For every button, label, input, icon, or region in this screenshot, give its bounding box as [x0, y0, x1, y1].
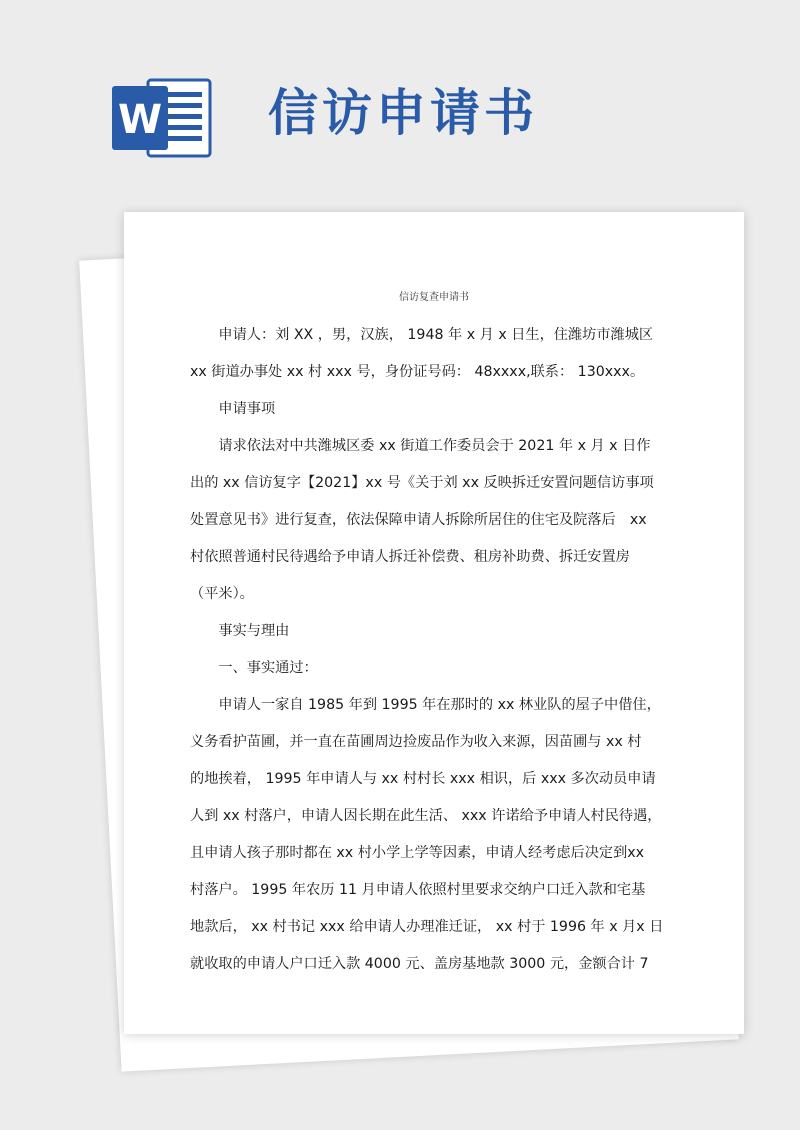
body-line: 义务看护苗圃，并一直在苗圃周边捡废品作为收入来源，因苗圃与 xx 村	[190, 734, 642, 750]
body-line: 申请事项	[190, 401, 276, 417]
body-line: 的地挨着， 1995 年申请人与 xx 村村长 xxx 相识，后 xxx 多次动员申请	[190, 771, 656, 787]
word-document-icon	[112, 78, 214, 158]
body-line: 地款后， xx 村书记 xxx 给申请人办理准迁证， xx 村于 1996 年 x 月x 日	[190, 919, 664, 935]
body-line: 出的 xx 信访复字【2021】xx 号《关于刘 xx 反映拆迁安置问题信访事项	[190, 475, 654, 491]
body-line: （平米）。	[190, 586, 254, 602]
document-body	[190, 317, 664, 983]
document-title: 信访复查申请书	[399, 292, 469, 303]
body-line: 事实与理由	[190, 623, 290, 639]
document-page	[124, 212, 744, 1034]
banner-title: 信访申请书	[268, 84, 538, 142]
body-line: 一、事实通过：	[190, 660, 318, 676]
body-line: 村依照普通村民待遇给予申请人拆迁补偿费、租房补助费、拆迁安置房	[190, 549, 630, 565]
body-line: 申请人：刘 XX ，男，汉族， 1948 年 x 月 x 日生，住潍坊市潍城区	[190, 327, 654, 343]
body-line: 请求依法对中共潍城区委 xx 街道工作委员会于 2021 年 x 月 x 日作	[190, 438, 651, 454]
header-banner	[0, 0, 800, 200]
word-logo-letter: W	[117, 97, 163, 143]
body-line: 就收取的申请人户口迁入款 4000 元、盖房基地款 3000 元，金额合计 7	[190, 956, 649, 972]
body-line: 村落户。 1995 年农历 11 月申请人依照村里要求交纳户口迁入款和宅基	[190, 882, 646, 898]
body-line: 处置意见书》进行复查，依法保障申请人拆除所居住的住宅及院落后 xx	[190, 512, 647, 528]
body-line: 且申请人孩子那时都在 xx 村小学上学等因素，申请人经考虑后决定到xx	[190, 845, 645, 861]
body-line: xx 街道办事处 xx 村 xxx 号，身份证号码： 48xxxx,联系： 130xxx。	[190, 364, 645, 380]
body-line: 人到 xx 村落户，申请人因长期在此生活、 xxx 许诺给予申请人村民待遇，	[190, 808, 662, 824]
body-line: 申请人一家自 1985 年到 1995 年在那时的 xx 林业队的屋子中借住，	[190, 697, 661, 713]
